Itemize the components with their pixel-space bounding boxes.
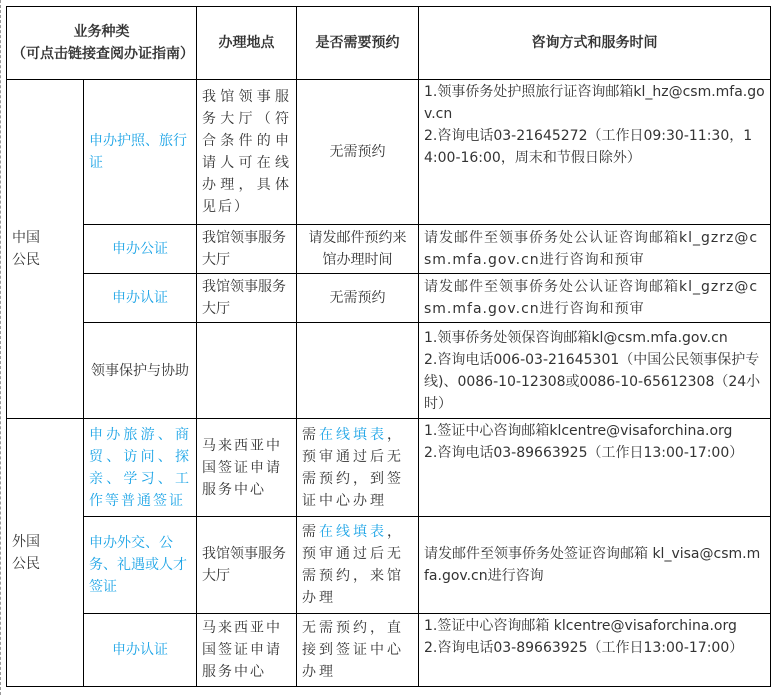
link-ordinary-visa[interactable]: 申办旅游、商贸、访问、探亲、学习、工作等普通签证 <box>89 426 191 509</box>
link-authentication[interactable]: 申办认证 <box>112 290 168 306</box>
contact-cell <box>419 614 771 687</box>
location-cell: 我馆领事服务大厅 <box>197 274 297 323</box>
appointment-cell: 无需预约 <box>297 80 419 225</box>
appointment-cell <box>297 419 419 517</box>
contact-line: 2.咨询电话03-21645272（工作日09:30-11:30，14:00-16:00，周末和节假日除外） <box>424 128 753 166</box>
table-row <box>7 517 771 614</box>
header-appointment: 是否需要预约 <box>297 7 419 80</box>
contact-line: 1.领事侨务处护照旅行证咨询邮箱kl_hz@csm.mfa.gov.cn <box>424 84 765 122</box>
header-contact: 咨询方式和服务时间 <box>419 7 771 80</box>
appointment-cell: 无需预约 <box>297 274 419 323</box>
location-cell: 马来西亚中国签证申请服务中心 <box>197 419 297 517</box>
link-diplomatic-visa[interactable]: 申办外交、公务、礼遇或人才签证 <box>89 535 187 595</box>
location-cell: 我馆领事服务大厅 <box>197 517 297 614</box>
header-location: 办理地点 <box>197 7 297 80</box>
service-cell <box>84 80 197 225</box>
contact-cell <box>419 419 771 517</box>
table-row <box>7 80 771 225</box>
table-row <box>7 614 771 687</box>
link-online-form[interactable]: 在线填表 <box>319 524 387 540</box>
table-row <box>7 419 771 517</box>
link-online-form[interactable]: 在线填表 <box>319 426 387 443</box>
header-category-title: 业务种类 <box>73 24 130 40</box>
contact-cell: 请发邮件至领事侨务处公认证咨询邮箱kl_gzrz@csm.mfa.gov.cn进行咨询和预审 <box>419 274 771 323</box>
header-category-note: （可点击链接查阅办证指南） <box>12 46 194 62</box>
location-cell: 我馆领事服务大厅 <box>197 225 297 274</box>
appointment-suffix: ，预审通过后无需预约，来馆办理 <box>302 524 404 606</box>
contact-line: 1.签证中心咨询邮箱 klcentre@visaforchina.org <box>424 618 737 634</box>
link-passport-travel-document[interactable]: 申办护照、旅行证 <box>89 133 187 171</box>
service-cell <box>84 274 197 323</box>
contact-cell <box>419 323 771 419</box>
link-foreign-authentication[interactable]: 申办认证 <box>112 642 168 658</box>
table-row <box>7 225 771 274</box>
contact-line: 2.咨询电话03-89663925（工作日13:00-17:00） <box>424 445 744 461</box>
header-row <box>7 7 771 80</box>
service-cell <box>84 225 197 274</box>
contact-cell: 请发邮件至领事侨务处签证咨询邮箱 kl_visa@csm.mfa.gov.cn进行咨询 <box>419 517 771 614</box>
appointment-prefix: 需 <box>302 524 319 540</box>
page-edge-divider <box>0 0 1 695</box>
location-cell-empty <box>197 323 297 419</box>
appointment-prefix: 需 <box>302 426 319 443</box>
contact-cell: 请发邮件至领事侨务处公认证咨询邮箱kl_gzrz@csm.mfa.gov.cn进行咨询和预审 <box>419 225 771 274</box>
location-cell: 我馆领事服务大厅（符合条件的申请人可在线办理，具体见后） <box>197 80 297 225</box>
contact-cell <box>419 80 771 225</box>
location-cell: 马来西亚中国签证申请服务中心 <box>197 614 297 687</box>
contact-line: 1.领事侨务处领保咨询邮箱kl@csm.mfa.gov.cn <box>424 329 728 346</box>
appointment-suffix: ，预审通过后无需预约，到签证中心办理 <box>302 426 404 509</box>
appointment-cell: 无需预约，直接到签证中心办理 <box>297 614 419 687</box>
service-cell <box>84 517 197 614</box>
appointment-cell: 请发邮件预约来馆办理时间 <box>297 225 419 274</box>
contact-line: 2.咨询电话03-89663925（工作日13:00-17:00） <box>424 640 744 656</box>
service-cell <box>84 614 197 687</box>
table-row <box>7 274 771 323</box>
contact-line: 2.咨询电话006-03-21645301（中国公民领事保护专线)、0086-10-12308或0086-10-65612308（24小时） <box>424 351 761 412</box>
appointment-cell-empty <box>297 323 419 419</box>
contact-line: 1.签证中心咨询邮箱klcentre@visaforchina.org <box>424 423 733 439</box>
header-category <box>7 7 197 80</box>
consular-services-table <box>6 6 771 687</box>
group-label-chinese-citizens: 中国公民 <box>7 80 84 419</box>
service-cell <box>84 419 197 517</box>
appointment-cell <box>297 517 419 614</box>
group-label-foreign-citizens: 外国公民 <box>7 419 84 687</box>
service-cell: 领事保护与协助 <box>84 323 197 419</box>
table-row <box>7 323 771 419</box>
link-notarization[interactable]: 申办公证 <box>112 241 168 257</box>
